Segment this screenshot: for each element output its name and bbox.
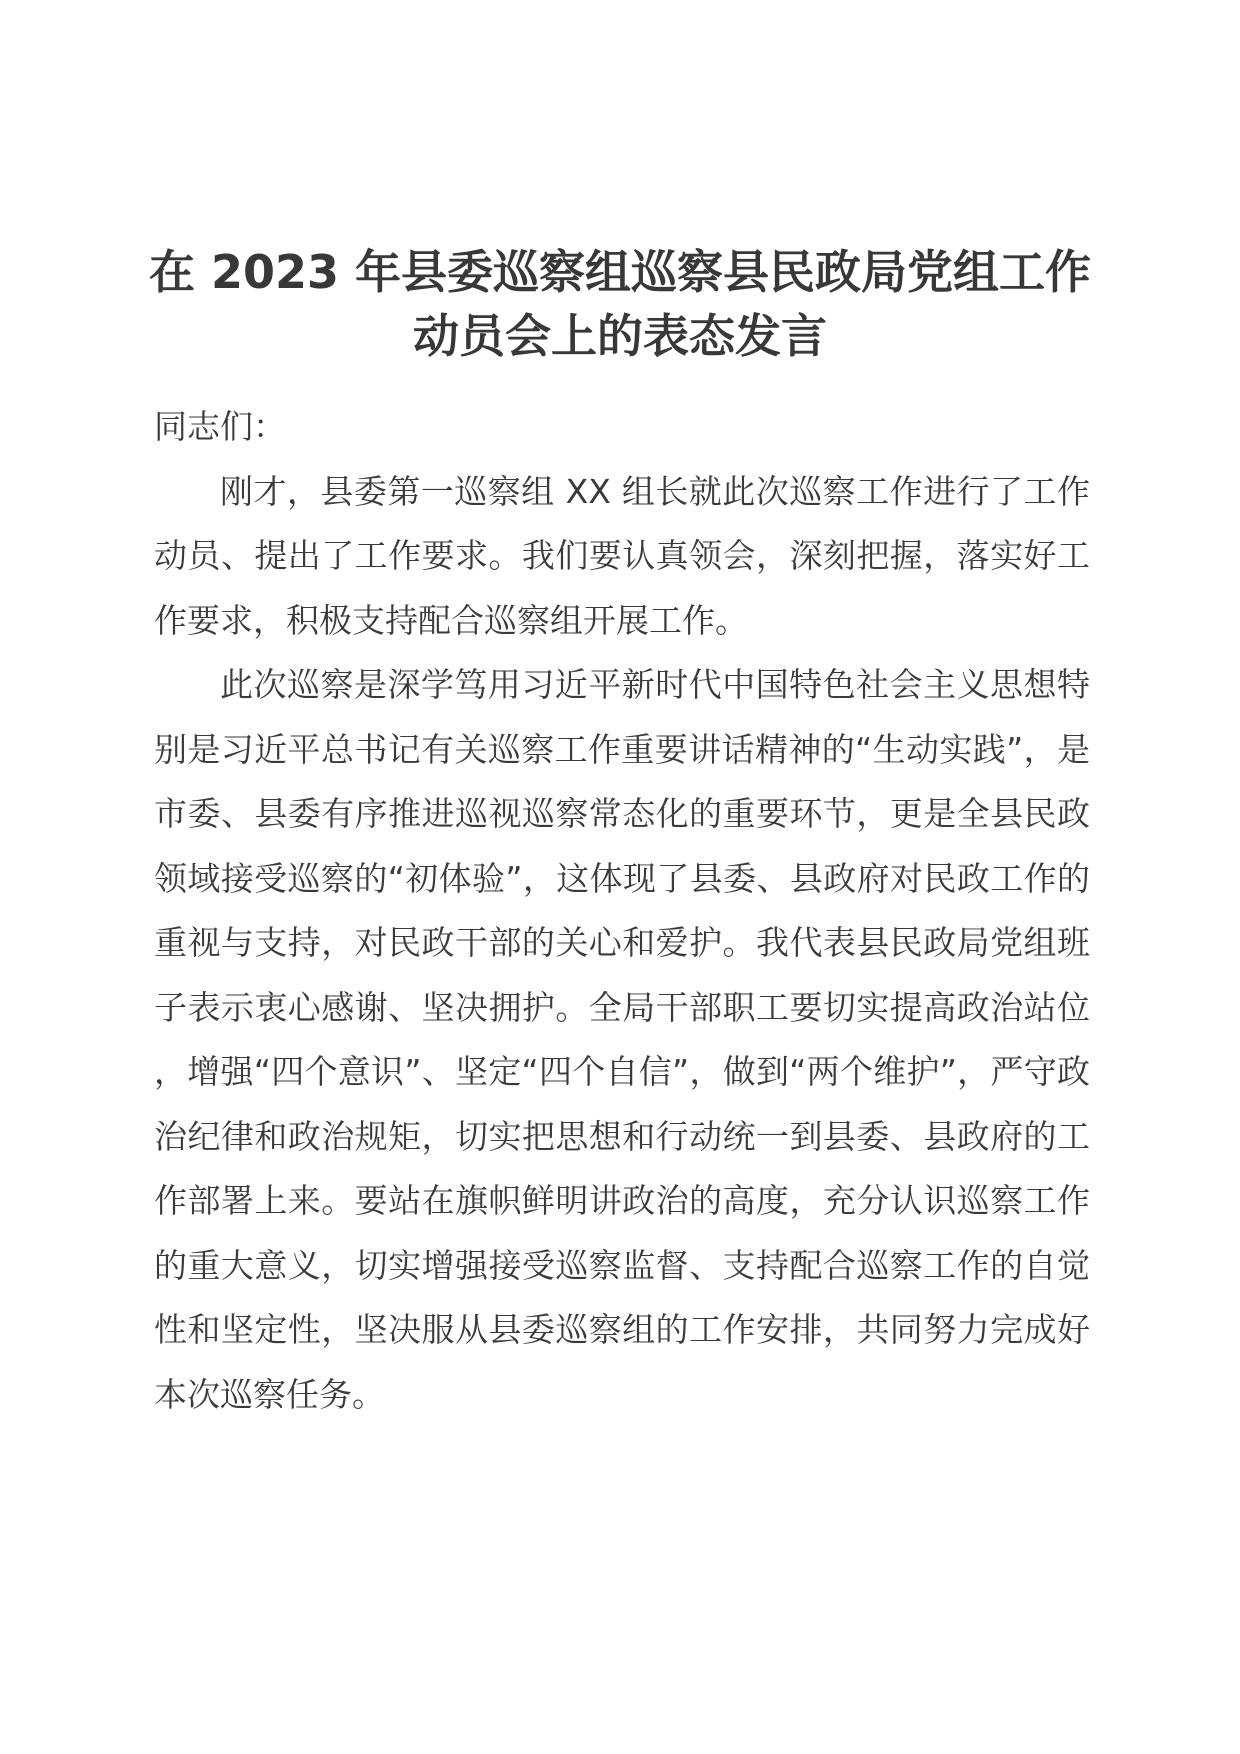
document-title [130, 240, 1110, 368]
document-body [154, 395, 1090, 1427]
paragraph-1: 刚才，县委第一巡察组 XX 组长就此次巡察工作进行了工作动员、提出了工作要求。我们要认真领会，深刻把握，落实好工作要求，积极支持配合巡察组开展工作。 [154, 471, 1090, 640]
salutation: 同志们： [154, 407, 286, 446]
title-line-2: 动员会上的表态发言 [413, 309, 827, 363]
paragraph-2: 此次巡察是深学笃用习近平新时代中国特色社会主义思想特别是习近平总书记有关巡察工作重要讲话精神的“生动实践”，是市委、县委有序推进巡视巡察常态化的重要环节，更是全县民政领域接受巡察的“初体验”，这体现了县委、县政府对民政工作的重视与支持，对民政干部的关心和爱护。我代表县民政局党组班子表示衷心感谢、坚决拥护。全局干部职工要切实提高政治站位，增强“四个意识”、坚定“四个自信”，做到“两个维护”，严守政治纪律和政治规矩，切实把思想和行动统一到县委、县政府的工作部署上来。要站在旗帜鲜明讲政治的高度，充分认识巡察工作的重大意义，切实增强接受巡察监督、支持配合巡察工作的自觉性和坚定性，坚决服从县委巡察组的工作安排，共同努力完成好本次巡察任务。 [154, 665, 1090, 1414]
title-line-1: 在 2023 年县委巡察组巡察县民政局党组工作 [148, 245, 1092, 299]
